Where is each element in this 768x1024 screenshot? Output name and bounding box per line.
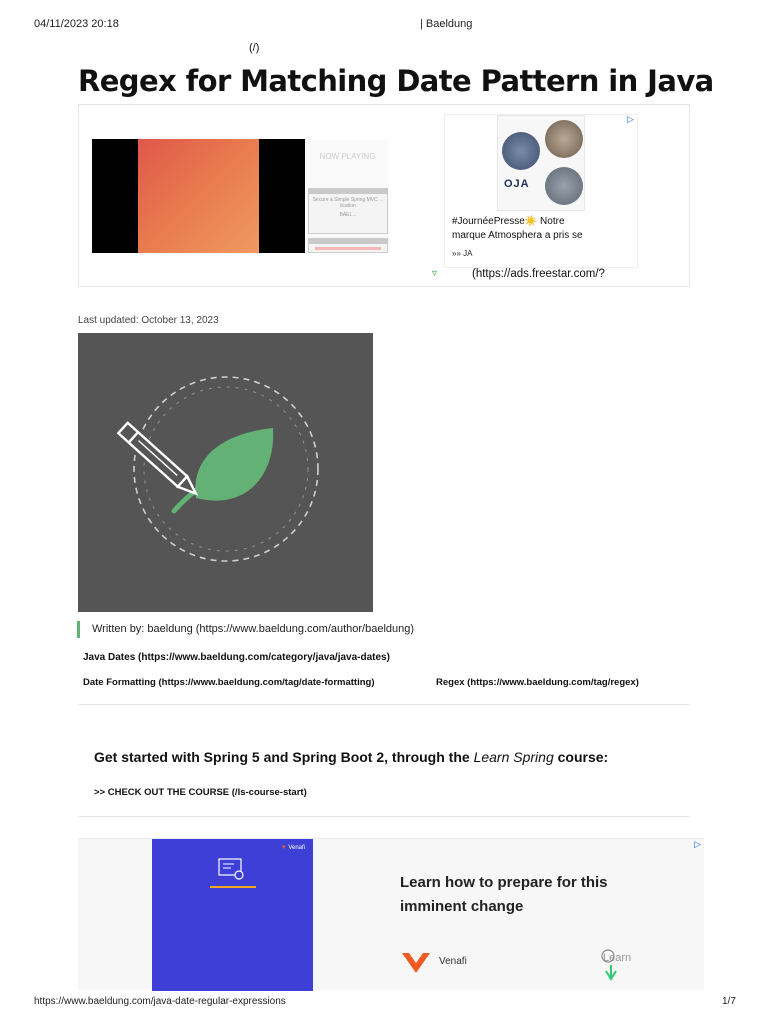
hero-image bbox=[78, 333, 373, 612]
ad-text bbox=[452, 215, 583, 243]
page-title: Regex for Matching Date Pattern in Java bbox=[78, 64, 714, 98]
last-updated: Last updated: October 13, 2023 bbox=[78, 315, 219, 326]
next-video-card[interactable] bbox=[308, 238, 388, 253]
ad-text-line: marque Atmosphera a pris se bbox=[452, 230, 583, 241]
tag-link[interactable]: Date Formatting (https://www.baeldung.com/tag/date-formatting) bbox=[83, 677, 375, 688]
cursor-icon bbox=[598, 947, 624, 983]
ad-choices-icon[interactable]: ▷ bbox=[694, 839, 701, 849]
ad-text-line: #JournéePresse☀️ Notre bbox=[452, 216, 565, 227]
print-datetime: 04/11/2023 20:18 bbox=[34, 18, 119, 30]
author-accent-bar bbox=[77, 621, 80, 638]
venafi-logo-icon bbox=[400, 949, 432, 975]
ad-choices-icon[interactable]: ▷ bbox=[627, 114, 634, 124]
page-number: 1/7 bbox=[722, 996, 736, 1007]
pencil-leaf-icon bbox=[78, 333, 373, 612]
divider bbox=[78, 816, 690, 817]
author-link[interactable]: Written by: baeldung (https://www.baeldung.com/author/baeldung) bbox=[92, 623, 415, 635]
learn-button[interactable]: Learn bbox=[603, 952, 632, 964]
ad-banner-bottom[interactable] bbox=[78, 838, 704, 990]
print-site-title: | Baeldung bbox=[420, 18, 473, 30]
next-video-sub: BAEL... bbox=[339, 212, 357, 218]
freestar-link[interactable]: (https://ads.freestar.com/? bbox=[472, 268, 605, 280]
divider bbox=[78, 704, 690, 705]
next-video-title: Secure a Simple Spring MVC ... lication bbox=[312, 197, 384, 209]
next-video-card[interactable] bbox=[308, 188, 388, 234]
accent-line bbox=[210, 886, 256, 888]
ad-headline bbox=[400, 871, 608, 919]
promo-text: Get started with Spring 5 and Spring Boot 2, through the bbox=[94, 749, 474, 765]
ad-blue-panel bbox=[152, 839, 313, 991]
ad-headline-line: imminent change bbox=[400, 898, 524, 915]
promo-course-name: Learn Spring bbox=[473, 749, 554, 765]
ad-banner-top[interactable] bbox=[444, 114, 638, 268]
tag-link[interactable]: Regex (https://www.baeldung.com/tag/regex) bbox=[436, 677, 639, 688]
promo-text: course: bbox=[553, 749, 609, 765]
ad-small-text: »» JA bbox=[452, 249, 473, 258]
ad-headline-line: Learn how to prepare for this bbox=[400, 874, 608, 891]
footer-url: https://www.baeldung.com/java-date-regular-expressions bbox=[34, 996, 286, 1007]
course-cta-link[interactable]: >> CHECK OUT THE COURSE (/ls-course-start) bbox=[94, 787, 307, 798]
freestar-icon[interactable]: ▿ bbox=[432, 268, 438, 279]
ad-brand-logo: OJA bbox=[504, 178, 530, 190]
ad-brand-small: ▼ Venafi bbox=[280, 845, 305, 851]
category-link[interactable]: Java Dates (https://www.baeldung.com/category/java/java-dates) bbox=[83, 652, 390, 663]
now-playing-panel bbox=[306, 140, 389, 253]
now-playing-label: NOW PLAYING bbox=[319, 152, 376, 161]
ad-image bbox=[497, 115, 585, 211]
video-thumbnail bbox=[138, 139, 259, 253]
video-player[interactable] bbox=[92, 139, 305, 253]
home-link[interactable]: (/) bbox=[249, 42, 260, 54]
ad-brand: Venafi bbox=[439, 956, 467, 967]
course-promo-text bbox=[94, 749, 608, 765]
certificate-icon bbox=[218, 857, 248, 883]
